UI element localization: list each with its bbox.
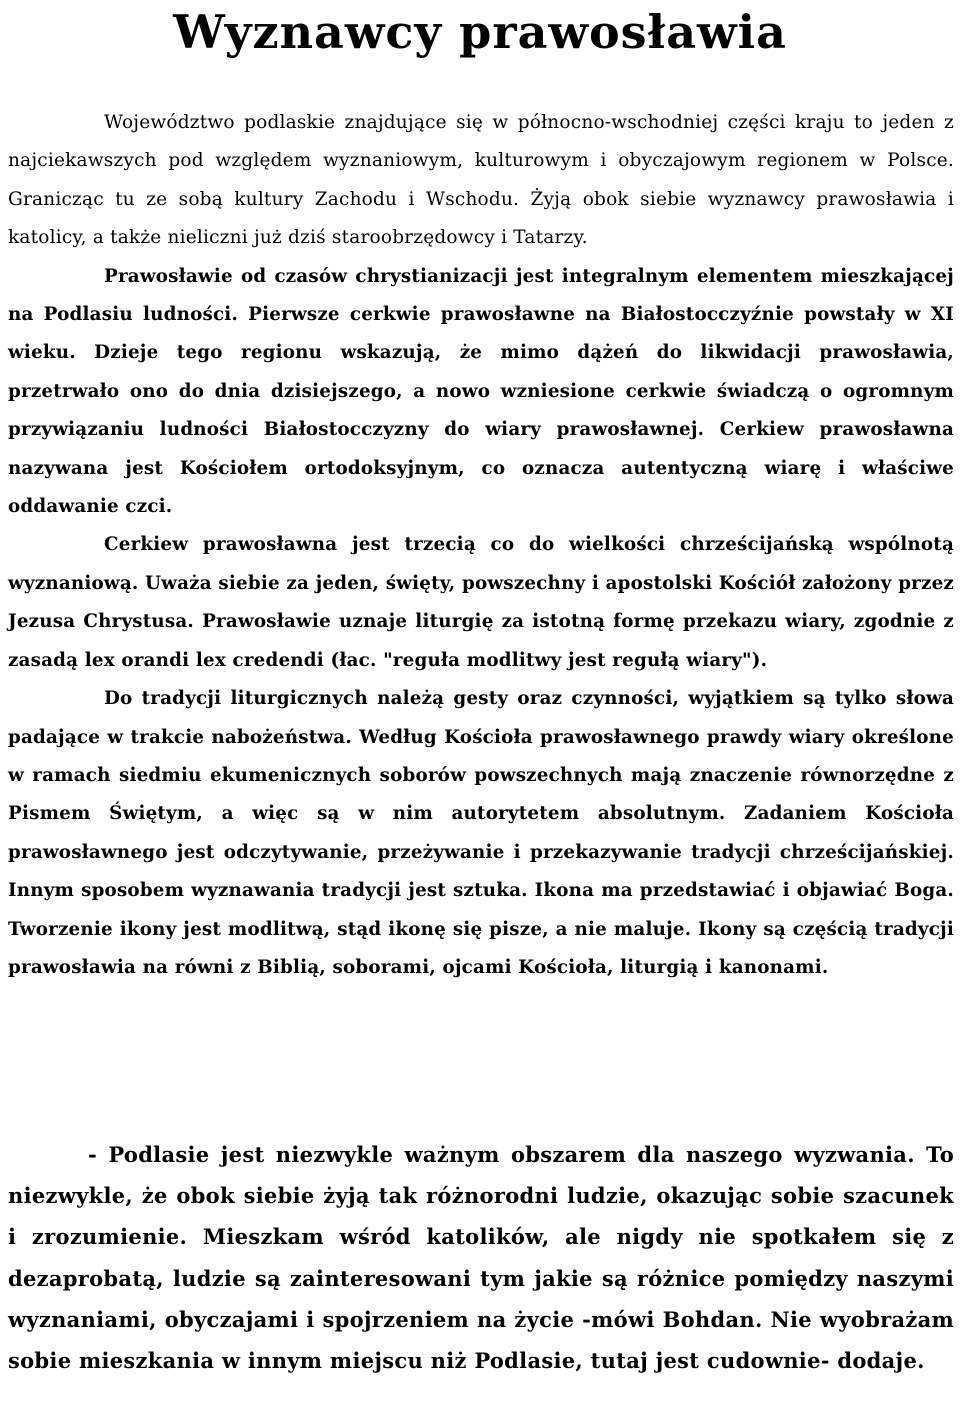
paragraph-orthodoxy-history: Prawosławie od czasów chrystianizacji jest integralnym elementem mieszkającej na Podlasiu ludności. Pierwsze cerkwie prawosławne na Białostocczyźnie powstały w XI wieku. Dzieje tego regionu wskazują, że mimo dążeń do likwidacji prawosławia, przetrwało ono do dnia dzisiejszego, a nowo wzniesione cerkwie świadczą o ogromnym przywiązaniu ludności Białostocczyzny do wiary prawosławnej. Cerkiew prawosławna nazywana jest Kościołem ortodoksyjnym, co oznacza autentyczną wiarę i właściwe oddawanie czci. — [8, 265, 954, 518]
quote-bohdan: - Podlasie jest niezwykle ważnym obszarem dla naszego wyzwania. To niezwykle, że obok siebie żyją tak różnorodni ludzie, okazując sobie szacunek i zrozumienie. Mieszkam wśród katolików, ale nigdy nie spotkałem się z dezaprobatą, ludzie są zainteresowani tym jakie są różnice pomiędzy naszymi wyznaniami, obyczajami i spojrzeniem na życie -mówi Bohdan. Nie wyobrażam sobie mieszkania w innym miejscu niż Podlasie, tutaj jest cudownie- dodaje. — [8, 1142, 954, 1374]
paragraph-liturgical-tradition: Do tradycji liturgicznych należą gesty oraz czynności, wyjątkiem są tylko słowa padające w trakcie nabożeństwa. Według Kościoła prawosławnego prawdy wiary określone w ramach siedmiu ekumenicznych soborów powszechnych mają znaczenie równorzędne z Pismem Świętym, a więc są w nim autorytetem absolutnym. Zadaniem Kościoła prawosławnego jest odczytywanie, przeżywanie i przekazywanie tradycji chrześcijańskiej. Innym sposobem wyznawania tradycji jest sztuka. Ikona ma przedstawiać i objawiać Boga. Tworzenie ikony jest modlitwą, stąd ikonę się pisze, a nie maluje. Ikony są częścią tradycji prawosławia na równi z Biblią, soborami, ojcami Kościoła, liturgią i kanonami. — [8, 688, 954, 978]
document-body — [8, 104, 954, 987]
paragraph-region-intro: Województwo podlaskie znajdujące się w północno-wschodniej części kraju to jeden z najciekawszych pod względem wyznaniowym, kulturowym i obyczajowym regionem w Polsce. Granicząc tu ze sobą kultury Zachodu i Wschodu. Żyją obok siebie wyznawcy prawosławia i katolicy, a także nieliczni już dziś staroobrzędowcy i Tatarzy. — [8, 112, 954, 249]
paragraph-orthodox-church: Cerkiew prawosławna jest trzecią co do wielkości chrześcijańską wspólnotą wyznaniową. Uważa siebie za jeden, święty, powszechny i apostolski Kościół założony przez Jezusa Chrystusa. Prawosławie uznaje liturgię za istotną formę przekazu wiary, zgodnie z zasadą lex orandi lex credendi (łac. "reguła modlitwy jest regułą wiary"). — [8, 534, 954, 671]
document-title: Wyznawcy prawosławia — [173, 5, 787, 59]
